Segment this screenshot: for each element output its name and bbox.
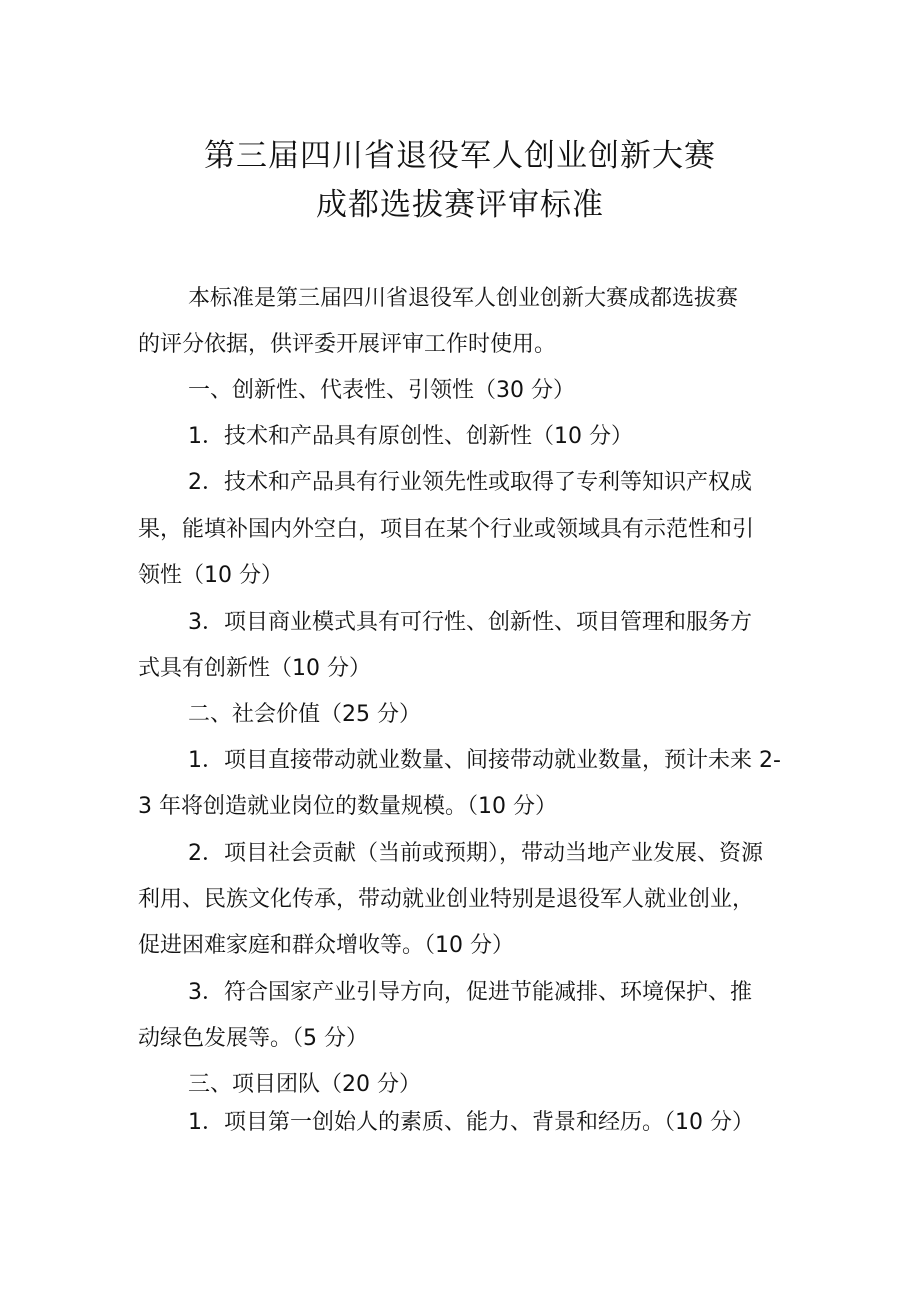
criterion-item: 1．技术和产品具有原创性、创新性（10 分） [188, 424, 633, 449]
criterion-item: 3．项目商业模式具有可行性、创新性、项目管理和服务方 [188, 610, 752, 635]
criterion-item: 1．项目直接带动就业数量、间接带动就业数量，预计未来 2- [188, 748, 781, 773]
section-heading: 三、项目团队（20 分） [188, 1072, 421, 1097]
criterion-item-continued: 动绿色发展等。（5 分） [138, 1026, 368, 1051]
section-heading: 二、社会价值（25 分） [188, 702, 421, 727]
criterion-item-continued: 领性（10 分） [138, 563, 283, 588]
criterion-item: 2．技术和产品具有行业领先性或取得了专利等知识产权成 [188, 470, 752, 495]
criterion-item-continued: 3 年将创造就业岗位的数量规模。（10 分） [138, 794, 557, 819]
criterion-item-continued: 果，能填补国内外空白，项目在某个行业或领域具有示范性和引 [138, 517, 755, 542]
criterion-item-continued: 利用、民族文化传承，带动就业创业特别是退役军人就业创业， [138, 887, 755, 912]
document-title-line-2: 成都选拔赛评审标准 [316, 187, 604, 223]
intro-paragraph-line: 本标准是第三届四川省退役军人创业创新大赛成都选拔赛 [188, 286, 739, 311]
intro-paragraph-line: 的评分依据，供评委开展评审工作时使用。 [138, 332, 557, 357]
section-heading: 一、创新性、代表性、引领性（30 分） [188, 378, 575, 403]
criterion-item-continued: 式具有创新性（10 分） [138, 656, 371, 681]
criterion-item: 3．符合国家产业引导方向，促进节能减排、环境保护、推 [188, 980, 752, 1005]
criterion-item-continued: 促进困难家庭和群众增收等。（10 分） [138, 933, 514, 958]
criterion-item: 1．项目第一创始人的素质、能力、背景和经历。（10 分） [188, 1110, 754, 1135]
document-title-line-1: 第三届四川省退役军人创业创新大赛 [204, 138, 716, 174]
criterion-item: 2．项目社会贡献（当前或预期），带动当地产业发展、资源 [188, 841, 763, 866]
